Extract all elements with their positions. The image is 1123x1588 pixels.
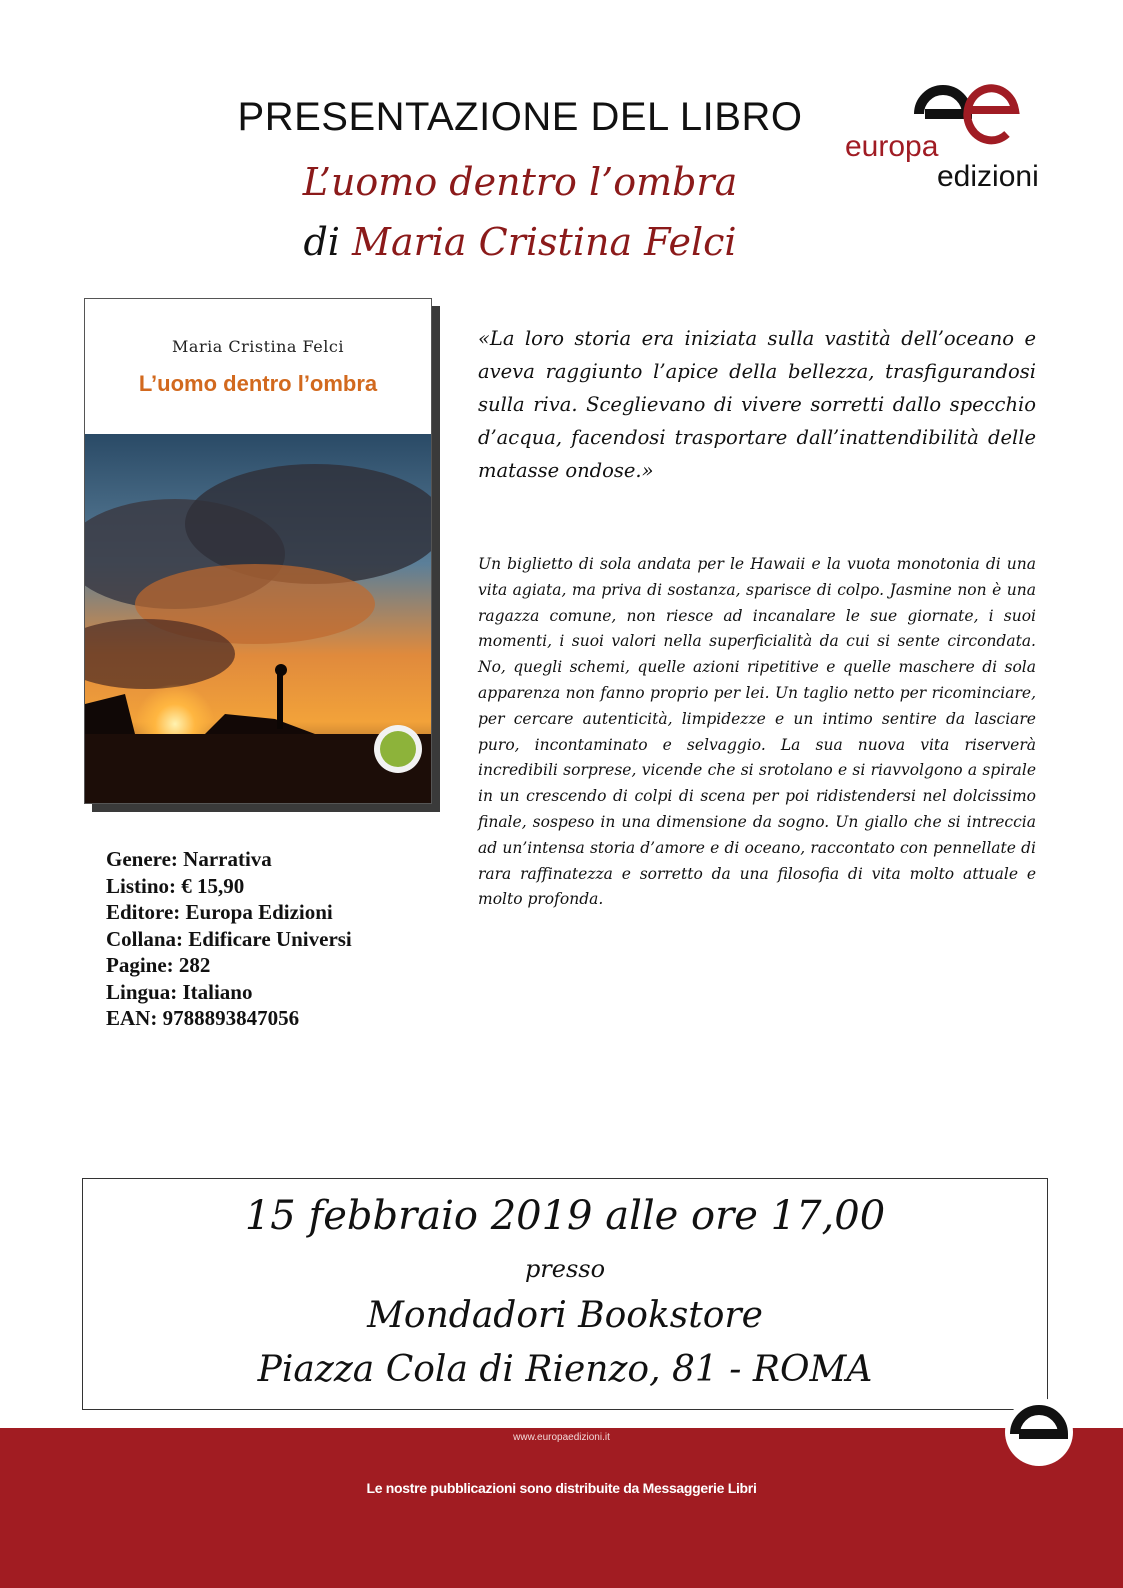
cover-sunset-image — [85, 434, 431, 803]
detail-ean: EAN: 9788893847056 — [106, 1006, 300, 1030]
event-date: 15 febbraio 2019 alle ore 17,00 — [244, 1193, 886, 1239]
event-box — [82, 1178, 1048, 1410]
logo-text-edizioni: edizioni — [937, 160, 1039, 193]
event-address: Piazza Cola di Rienzo, 81 - ROMA — [257, 1349, 873, 1390]
detail-collana: Collana: Edificare Universi — [106, 926, 352, 951]
byline-prefix: di — [303, 220, 340, 264]
cover-author: Maria Cristina Felci — [172, 337, 344, 356]
author-name: Maria Cristina Felci — [352, 220, 737, 264]
book-cover — [84, 298, 432, 804]
cover-title: L’uomo dentro l’ombra — [138, 371, 378, 396]
book-quote: «La loro storia era iniziata sulla vastità dell’oceano e aveva raggiunto l’apice della bellezza, trasfigurandosi sulla riva. Sceglievano di vivere sorretti dallo specchio d’acqua, facendosi trasportare dall’inattendibilità delle matasse ondose.» — [478, 327, 1036, 482]
event-presso: presso — [524, 1255, 606, 1283]
logo-text-europa: europa — [845, 130, 939, 163]
book-details — [106, 846, 352, 1032]
detail-pagine: Pagine: 282 — [106, 953, 211, 977]
detail-genere: Genere: Narrativa — [106, 847, 272, 871]
event-venue: Mondadori Bookstore — [367, 1295, 763, 1336]
book-title: L’uomo dentro l’ombra — [302, 160, 738, 204]
footer-band — [0, 1428, 1123, 1588]
detail-lingua: Lingua: Italiano — [106, 979, 253, 1004]
detail-listino: Listino: € 15,90 — [106, 873, 245, 898]
byline — [200, 220, 840, 264]
footer-distribution-note: Le nostre pubblicazioni sono distribuite da Messaggerie Libri — [366, 1480, 757, 1496]
poster-title: PRESENTAZIONE DEL LIBRO — [237, 95, 803, 139]
detail-editore: Editore: Europa Edizioni — [106, 900, 333, 924]
footer-e-logo-icon — [1003, 1396, 1075, 1468]
publisher-logo — [845, 72, 1075, 192]
book-synopsis: Un biglietto di sola andata per le Hawaii e la vuota monotonia di una vita agiata, ma priva di sostanza, sparisce di colpo. Jasmine non è una ragazza comune, non riesce ad incanalare le sue giornate, i suoi momenti, i suoi valori nella superficialità da cui si sente circondata. No, quegli schemi, quelle azioni ripetitive e quelle maschere di sola apparenza non fanno proprio per lei. Un taglio netto per ricominciare, per cercare autenticità, limpidezze e un intimo sentire da lasciare puro, incontaminato e selvaggio. La sua nuova vita riserverà incredibili sorprese, vicende che si srotolano e si riavvolgono a spirale in un crescendo di colpi di scena per poi ridistendersi nel dolcissimo finale, sospeso in una dimensione da sogno. Un giallo che si intreccia ad un’intensa storia d’amore e di oceano, raccontato con pennellate di rara raffinatezza e sorretto da una filosofia di vita molto attuale e molto profonda. — [478, 555, 1036, 909]
footer-website: www.europaedizioni.it — [513, 1432, 610, 1443]
